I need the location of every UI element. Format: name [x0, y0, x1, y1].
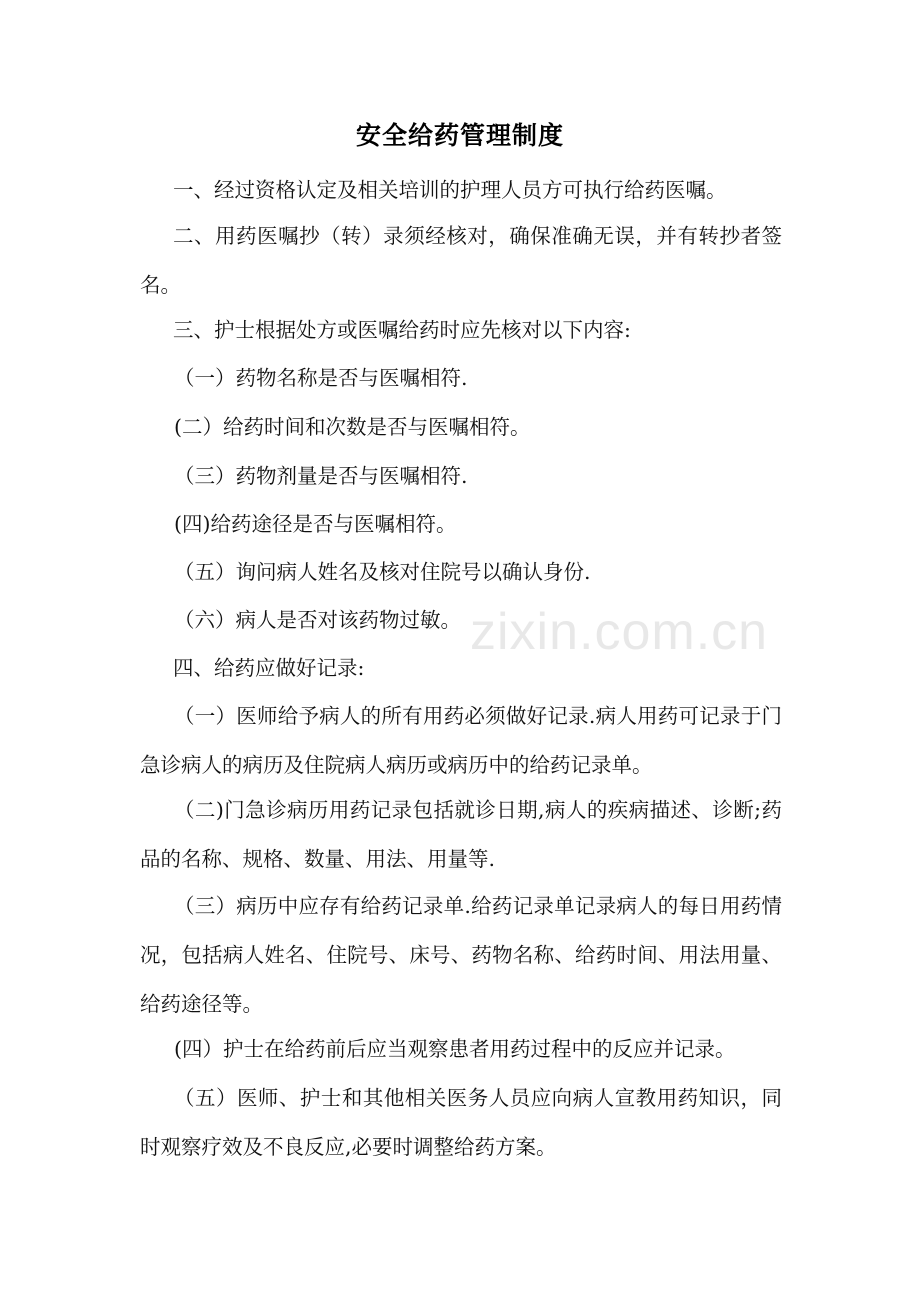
paragraph-3: 三、护士根据处方或医嘱给药时应先核对以下内容:: [173, 318, 631, 342]
paragraph-4: 四、给药应做好记录:: [173, 656, 365, 680]
sub-item-3-4: (四)给药途径是否与医嘱相符。: [174, 512, 457, 536]
sub-item-3-3: （三）药物剂量是否与医嘱相符.: [174, 464, 468, 488]
sub-item-4-1: （一）医师给予病人的所有用药必须做好记录.病人用药可记录于门急诊病人的病历及住院病人病历或病历中的给药记录单。: [140, 704, 782, 777]
sub-item-4-2: （二)门急诊病历用药记录包括就诊日期,病人的疾病描述、诊断;药品的名称、规格、数量、用法、用量等.: [140, 798, 782, 871]
sub-item-3-6: （六）病人是否对该药物过敏。: [174, 608, 461, 632]
sub-item-4-4: (四）护士在给药前后应当观察患者用药过程中的反应并记录。: [174, 1037, 736, 1061]
sub-item-3-5: （五）询问病人姓名及核对住院号以确认身份.: [174, 560, 591, 584]
document-title: 安全给药管理制度: [355, 121, 564, 150]
sub-item-4-5: （五）医师、护士和其他相关医务人员应向病人宣教用药知识，同时观察疗效及不良反应,必要时调整给药方案。: [140, 1086, 782, 1159]
watermark-logo: zixin.com.cn: [470, 603, 769, 661]
sub-item-4-3: （三）病历中应存有给药记录单.给药记录单记录病人的每日用药情况，包括病人姓名、住院号、床号、药物名称、给药时间、用法用量、给药途径等。: [140, 894, 782, 1016]
paragraph-2: 二、用药医嘱抄（转）录须经核对，确保准确无误，并有转抄者签名。: [140, 224, 782, 297]
sub-item-3-2: (二）给药时间和次数是否与医嘱相符。: [174, 415, 531, 439]
sub-item-3-1: （一）药物名称是否与医嘱相符.: [174, 366, 468, 390]
paragraph-1: 一、经过资格认定及相关培训的护理人员方可执行给药医嘱。: [173, 178, 727, 202]
